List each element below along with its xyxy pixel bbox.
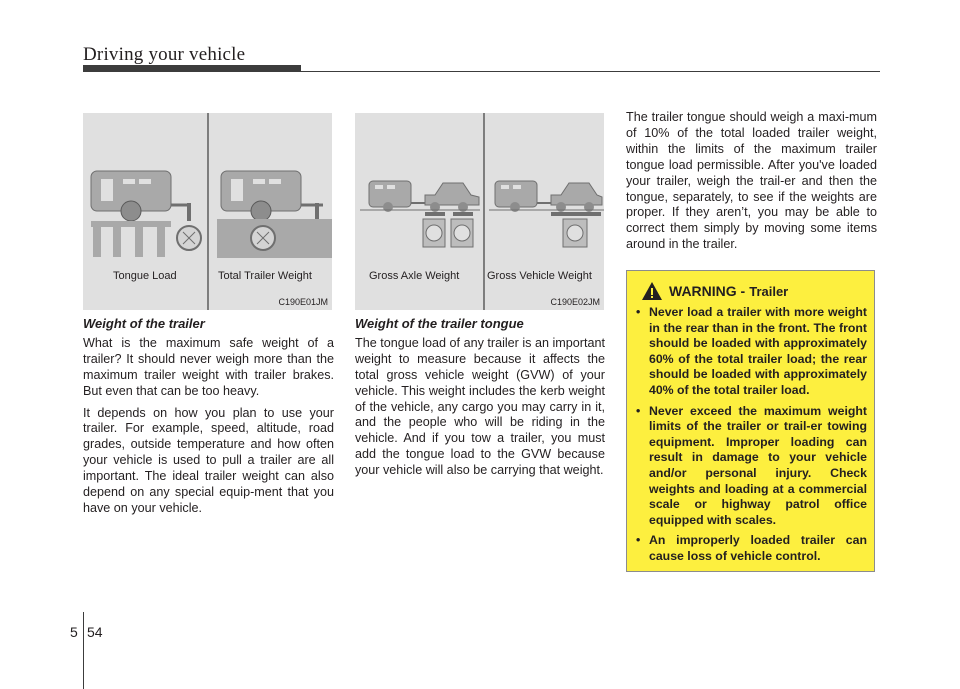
section-heading: Weight of the trailer bbox=[83, 316, 205, 331]
warning-title: WARNING - bbox=[669, 283, 746, 299]
column-weight-of-tongue bbox=[355, 316, 605, 485]
figure-label-total-trailer-weight: Total Trailer Weight bbox=[218, 270, 312, 282]
warning-item: • Never load a trailer with more weight in the rear than in the front. The front should be loaded with approximately 60% of the total trailer load; the rear should be loaded with approximately 40% of the total trailer load. bbox=[635, 305, 867, 399]
warning-box bbox=[626, 270, 875, 572]
warning-item: • Never exceed the maximum weight limits of the trailer or trail-er towing equipment. Improper loading can result in damage to your vehicle and/or personal injury. Check weights and loading at a commercial scale or highway patrol office equipped with scales. bbox=[635, 404, 867, 529]
header-rule bbox=[83, 71, 880, 72]
column-tongue-weight-guidance bbox=[626, 110, 877, 259]
figure-code: C190E01JM bbox=[278, 297, 328, 307]
figure-label-gross-axle-weight: Gross Axle Weight bbox=[369, 270, 460, 282]
paragraph: The tongue load of any trailer is an important weight to measure because it affects the total gross vehicle weight (GVW) of your vehicle. This weight includes the kerb weight of the vehicle, any cargo you may carry in it, and the people who will be riding in the vehicle. And if you tow a trailer, you must add the tongue load to the GVW because your vehicle will also be carrying that weight. bbox=[355, 335, 605, 478]
column-weight-of-trailer bbox=[83, 316, 334, 523]
paragraph: What is the maximum safe weight of a trailer? It should never weigh more than the maximum trailer weight with trailer brakes. But even that can be too heavy. bbox=[83, 335, 334, 398]
section-heading: Weight of the trailer tongue bbox=[355, 316, 524, 331]
warning-list bbox=[635, 305, 867, 570]
warning-subtitle: Trailer bbox=[749, 283, 789, 299]
warning-item: • An improperly loaded trailer can cause loss of vehicle control. bbox=[635, 533, 867, 564]
figure-label-gross-vehicle-weight: Gross Vehicle Weight bbox=[487, 270, 592, 282]
paragraph: It depends on how you plan to use your trailer. For example, speed, altitude, road grades, outside temperature and how often your vehicle is used to pull a trailer are all important. The ideal trailer weight can also depend on any special equip-ment that you have on your vehicle. bbox=[83, 405, 334, 515]
paragraph: The trailer tongue should weigh a maxi-mum of 10% of the total loaded trailer weight, within the limits of the maximum trailer tongue load permissible. After you've loaded your trailer, weigh the trail-er and then the tongue, separately, to see if the weights are proper. If they aren’t, you may be able to correct them simply by moving some items around in the trailer. bbox=[626, 110, 877, 252]
figure-gross-weight bbox=[355, 113, 604, 310]
figure-trailer-weight bbox=[83, 113, 332, 310]
figure-code: C190E02JM bbox=[550, 297, 600, 307]
section-number: 5 bbox=[70, 624, 78, 640]
footer-rule bbox=[83, 612, 84, 689]
warning-header bbox=[641, 281, 788, 301]
page-header-title: Driving your vehicle bbox=[83, 44, 246, 65]
warning-triangle-icon bbox=[641, 281, 663, 301]
figure-label-tongue-load: Tongue Load bbox=[113, 270, 177, 282]
page-number: 54 bbox=[87, 624, 103, 640]
